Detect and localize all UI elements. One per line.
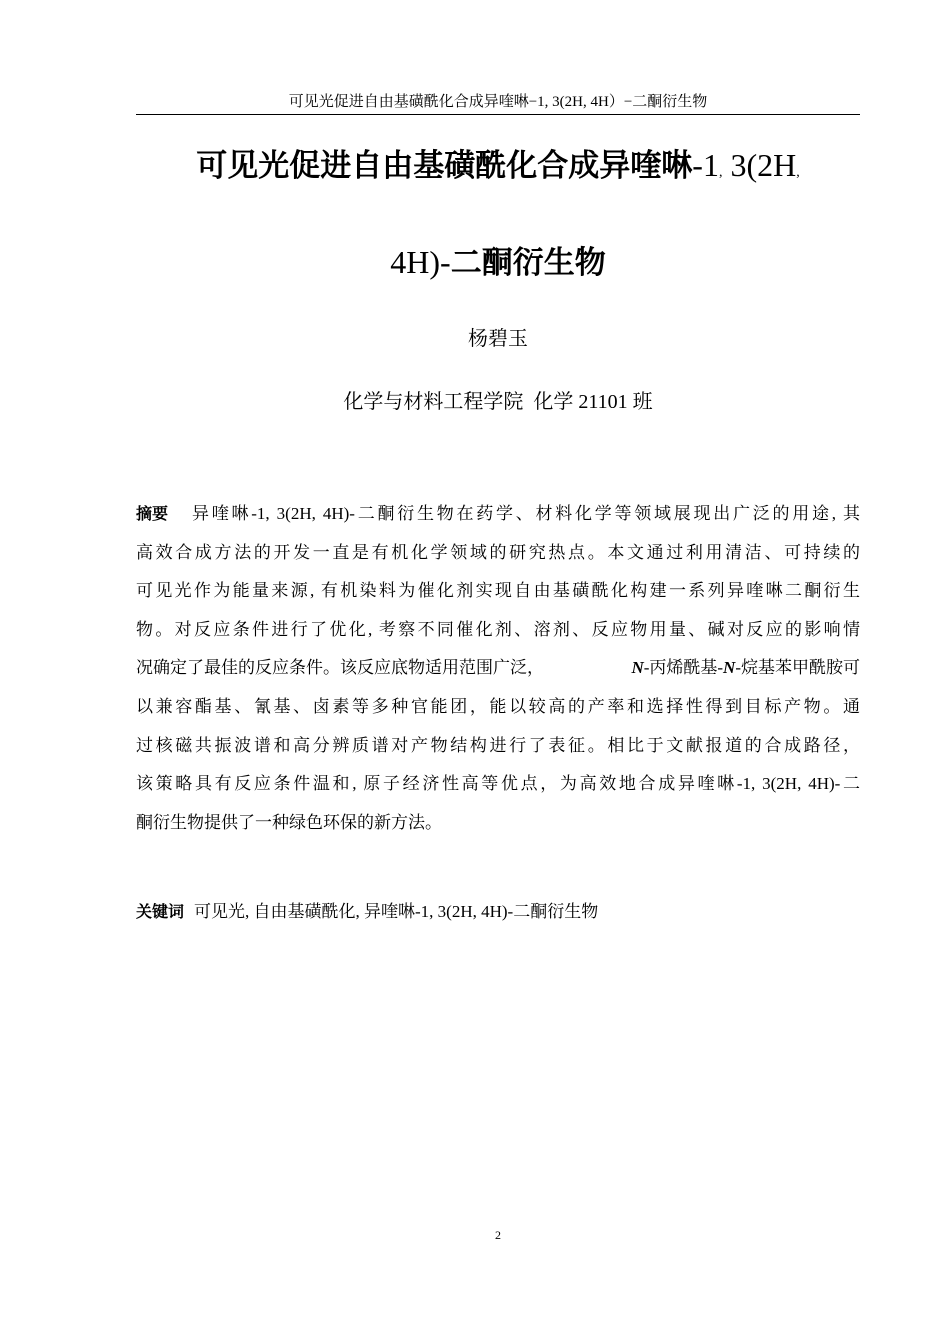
keywords-text: 可见光, 自由基磺酰化, 异喹啉-1, 3(2H, 4H)-二酮衍生物	[194, 902, 599, 921]
abstract-line-9	[136, 811, 860, 850]
abstract-italic-n: N	[631, 658, 644, 678]
title-comma-2: ,	[796, 165, 800, 180]
abstract-text: 该策略具有反应条件温和, 原子经济性高等优点，为高效地合成异喹啉-1, 3(2H, 4H)-二	[136, 774, 860, 794]
page-number: 2	[495, 1228, 501, 1242]
paper-title-line-2	[136, 242, 860, 283]
abstract-italic-n: N	[723, 658, 736, 678]
abstract-line-5	[136, 656, 860, 695]
title-cjk-part: 可见光促进自由基磺酰化合成异喹啉	[196, 148, 693, 184]
title-line2-latin: 4H)-	[390, 244, 451, 280]
title-line2-cjk: 二酮衍生物	[450, 245, 606, 281]
abstract-text: 以兼容酯基、氰基、卤素等多种官能团，能以较高的产率和选择性得到目标产物。通	[136, 696, 860, 716]
abstract-text-part: 况确定了最佳的反应条件。该反应底物适用范围广泛，	[136, 658, 544, 678]
author-affiliation: 化学与材料工程学院 化学 21101 班	[343, 391, 653, 413]
title-number-part: 3(2H	[722, 147, 797, 183]
keywords	[136, 900, 860, 924]
abstract-text	[136, 656, 860, 695]
abstract-text: 酮衍生物提供了一种绿色环保的新方法。	[136, 812, 442, 832]
abstract-text: 物。对反应条件进行了优化, 考察不同催化剂、溶剂、反应物用量、碱对反应的影响情	[136, 619, 860, 639]
abstract	[136, 502, 860, 849]
abstract-line-4	[136, 618, 860, 657]
abstract-line-8	[136, 772, 860, 811]
abstract-text: 高效合成方法的开发一直是有机化学领域的研究热点。本文通过利用清洁、可持续的	[136, 542, 860, 562]
abstract-text: 过核磁共振波谱和高分辨质谱对产物结构进行了表征。相比于文献报道的合成路径，	[136, 735, 860, 755]
paper-title-line-1	[136, 145, 860, 193]
abstract-text-part: -烷基苯甲酰胺可	[735, 658, 860, 678]
running-header: 可见光促进自由基磺酰化合成异喹啉−1, 3(2H, 4H）−二酮衍生物	[288, 94, 708, 110]
title-comma-1: ,	[718, 165, 723, 180]
abstract-line-1	[136, 502, 860, 541]
abstract-text: 异喹啉-1, 3(2H, 4H)-二酮衍生物在药学、材料化学等领域展现出广泛的用途, 其	[192, 504, 860, 523]
abstract-text-part: -丙烯酰基-	[643, 658, 724, 678]
abstract-line-7	[136, 734, 860, 773]
title-dash-part: -1	[692, 147, 719, 183]
keywords-label: 关键词	[136, 902, 185, 921]
abstract-line-2	[136, 541, 860, 580]
author-name: 杨碧玉	[468, 328, 528, 350]
abstract-label: 摘要	[136, 504, 169, 523]
header-rule	[136, 114, 860, 115]
abstract-text: 可见光作为能量来源, 有机染料为催化剂实现自由基磺酰化构建一系列异喹啉二酮衍生	[136, 581, 860, 601]
abstract-line-6	[136, 695, 860, 734]
abstract-line-3	[136, 579, 860, 618]
